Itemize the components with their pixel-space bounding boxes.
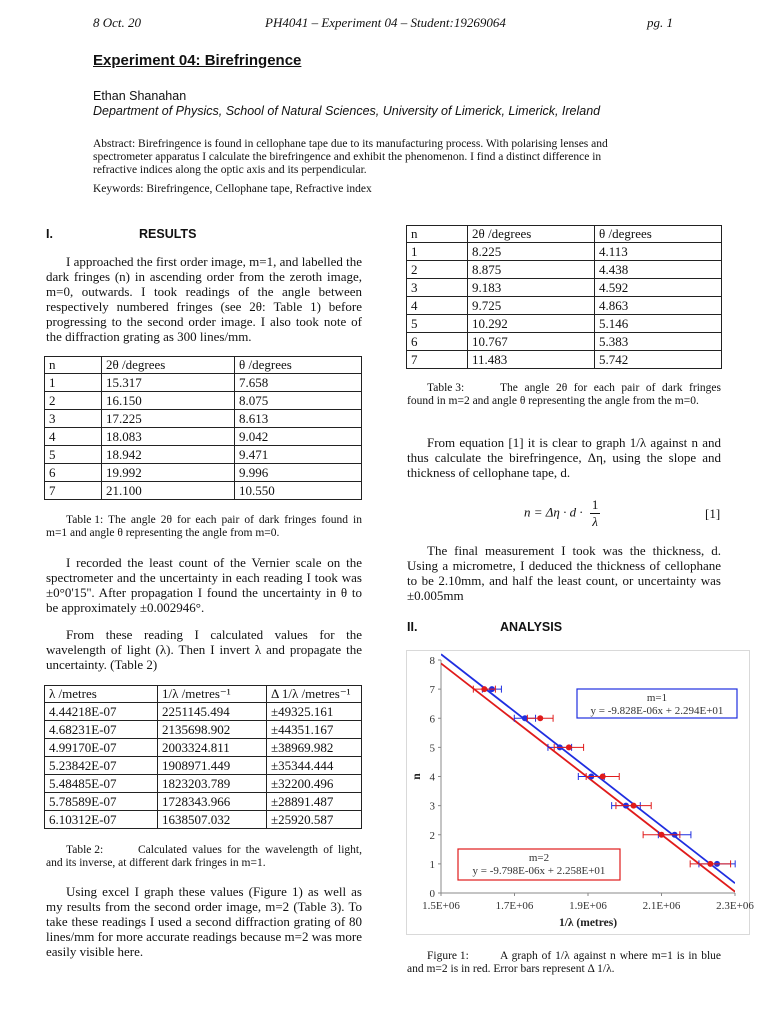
table-cell: 16.150 <box>102 392 235 410</box>
table-3 <box>406 225 722 369</box>
table-cell: ±35344.444 <box>267 757 362 775</box>
table-header-cell: λ /metres <box>45 686 158 703</box>
table-cell: 10.767 <box>468 333 595 351</box>
equation-numerator: 1 <box>591 497 599 512</box>
table-cell: 2251145.494 <box>158 703 267 721</box>
y-tick-label: 8 <box>429 655 435 667</box>
table-row <box>45 703 362 721</box>
table-cell: 1908971.449 <box>158 757 267 775</box>
section-number-results: I. <box>46 227 53 241</box>
y-tick-label: 1 <box>429 858 435 871</box>
table-cell: 10.550 <box>235 482 362 500</box>
table-1-caption-label: Table 1: <box>66 514 104 526</box>
table-cell: 5.78589E-07 <box>45 793 158 811</box>
table-cell: 11.483 <box>468 351 595 369</box>
table-cell: 4.68231E-07 <box>45 721 158 739</box>
data-point <box>659 832 665 838</box>
table-cell: 4.438 <box>595 261 722 279</box>
table-cell: 4.44218E-07 <box>45 703 158 721</box>
table-cell: 8.613 <box>235 410 362 428</box>
table-cell: 15.317 <box>102 374 235 392</box>
table-cell: ±44351.167 <box>267 721 362 739</box>
table-header-cell: 2θ /degrees <box>468 226 595 243</box>
table-1 <box>44 356 362 500</box>
table-2-caption-label: Table 2: <box>66 844 104 856</box>
table-cell: 6 <box>407 333 468 351</box>
table-cell: ±25920.587 <box>267 811 362 829</box>
table-cell: 7 <box>45 482 102 500</box>
data-point <box>600 774 606 780</box>
section-number-analysis: II. <box>407 620 418 634</box>
equation-lhs: n = Δη · d · <box>524 504 583 520</box>
table-cell: 4.592 <box>595 279 722 297</box>
y-tick-label: 0 <box>429 888 435 900</box>
table-cell: 5.742 <box>595 351 722 369</box>
table-2-caption <box>46 844 362 870</box>
table-3-caption-text: The angle 2θ for each pair of dark fringes found in m=2 and angle θ representing the angle from the m=0. <box>407 382 721 407</box>
data-point <box>631 803 637 809</box>
y-tick-label: 3 <box>429 800 435 813</box>
y-tick-label: 7 <box>429 684 435 697</box>
legend-equation: y = -9.828E-06x + 2.294E+01 <box>590 705 724 717</box>
table-cell: 1728343.966 <box>158 793 267 811</box>
affiliation: Department of Physics, School of Natural Sciences, University of Limerick, Limerick, Ireland <box>93 104 601 118</box>
data-point <box>566 744 572 750</box>
equation-paragraph: From equation [1] it is clear to graph 1/λ against n and thus calculate the birefringence, Δη, using the slope and thickness of cellophane tape, d. <box>407 435 721 480</box>
table-cell: 4.113 <box>595 243 722 261</box>
table-header-cell: n <box>45 357 102 374</box>
header-page: pg. 1 <box>647 15 673 30</box>
results-paragraph-4: Using excel I graph these values (Figure 1) as well as my results from the second order image, m=2 (Table 3). To take these readings I used a second diffraction grating of 80 lines/mm for more accurate readings because m=2 was more easily visible here. <box>46 884 362 959</box>
table-cell: 8.075 <box>235 392 362 410</box>
table-cell: 4.863 <box>595 297 722 315</box>
table-cell: ±28891.487 <box>267 793 362 811</box>
data-point <box>481 686 487 692</box>
x-tick-label: 2.3E+06 <box>716 900 754 912</box>
table-header-row <box>45 686 362 703</box>
table-row <box>407 315 722 333</box>
table-cell: ±49325.161 <box>267 703 362 721</box>
table-cell: 5 <box>407 315 468 333</box>
table-cell: 4 <box>407 297 468 315</box>
x-tick-label: 1.5E+06 <box>422 900 460 912</box>
y-tick-label: 6 <box>429 713 435 726</box>
header-course: PH4041 – Experiment 04 – Student:19269064 <box>265 15 506 30</box>
author: Ethan Shanahan <box>93 89 187 103</box>
legend-series-name: m=1 <box>646 692 668 704</box>
x-axis-label: 1/λ (metres) <box>558 917 618 929</box>
table-header-cell: n <box>407 226 468 243</box>
table-cell: 8.225 <box>468 243 595 261</box>
table-cell: 5.146 <box>595 315 722 333</box>
table-header-cell: Δ 1/λ /metres⁻¹ <box>267 686 362 703</box>
table-header-row <box>407 226 722 243</box>
table-cell: 4 <box>45 428 102 446</box>
table-cell: 18.942 <box>102 446 235 464</box>
data-point <box>707 861 713 867</box>
table-cell: 7.658 <box>235 374 362 392</box>
table-cell: 5.23842E-07 <box>45 757 158 775</box>
table-cell: 18.083 <box>102 428 235 446</box>
table-cell: 9.183 <box>468 279 595 297</box>
table-row <box>45 775 362 793</box>
y-tick-label: 2 <box>429 829 435 842</box>
abstract-line: Abstract: Birefringence is found in cellophane tape due to its manufacturing process. With polarising lenses and <box>93 138 608 150</box>
thickness-paragraph: The final measurement I took was the thickness, d. Using a micrometre, I deduced the thickness of cellophane to be 2.10mm, and half the least count, or uncertainty was ±0.005mm <box>407 543 721 603</box>
table-row <box>45 446 362 464</box>
table-cell: 1 <box>45 374 102 392</box>
table-cell: 4.99170E-07 <box>45 739 158 757</box>
table-cell: 2 <box>45 392 102 410</box>
table-cell: 5.383 <box>595 333 722 351</box>
table-cell: 3 <box>45 410 102 428</box>
table-cell: 6.10312E-07 <box>45 811 158 829</box>
results-paragraph-1: I approached the first order image, m=1, and labelled the dark fringes (n) in ascending order from the zeroth image, m=0, outwards. I took readings of the angle between respectively numbered fringes (see 2θ: Table 1) before progressing to the second order image. I also took note of the diffraction grating as 300 lines/mm. <box>46 254 362 344</box>
table-cell: 10.292 <box>468 315 595 333</box>
table-cell: 1638507.032 <box>158 811 267 829</box>
table-row <box>45 482 362 500</box>
table-cell: 9.471 <box>235 446 362 464</box>
table-cell: 17.225 <box>102 410 235 428</box>
table-row <box>407 243 722 261</box>
table-cell: 2135698.902 <box>158 721 267 739</box>
table-row <box>407 333 722 351</box>
table-2-caption-text: Calculated values for the wavelength of light, and its inverse, at different dark fringes in m=1. <box>46 844 362 869</box>
table-cell: 5.48485E-07 <box>45 775 158 793</box>
abstract <box>93 138 693 177</box>
legend-series-name: m=2 <box>528 852 550 864</box>
y-tick-label: 4 <box>429 771 435 784</box>
table-cell: 19.992 <box>102 464 235 482</box>
x-tick-label: 1.7E+06 <box>495 900 534 912</box>
table-1-caption <box>46 514 362 540</box>
table-cell: 2 <box>407 261 468 279</box>
figure-1-chart <box>406 650 754 935</box>
table-header-cell: θ /degrees <box>235 357 362 374</box>
table-header-cell: 1/λ /metres⁻¹ <box>158 686 267 703</box>
figure-1-caption <box>407 950 721 976</box>
table-row <box>45 721 362 739</box>
table-row <box>407 279 722 297</box>
table-cell: 1823203.789 <box>158 775 267 793</box>
table-cell: 9.996 <box>235 464 362 482</box>
figure-1-caption-label: Figure 1: <box>427 950 469 962</box>
legend-equation: y = -9.798E-06x + 2.258E+01 <box>472 865 606 877</box>
table-row <box>45 793 362 811</box>
table-cell: 1 <box>407 243 468 261</box>
x-tick-label: 2.1E+06 <box>642 900 681 912</box>
table-row <box>45 739 362 757</box>
results-paragraph-2: I recorded the least count of the Vernier scale on the spectrometer and the uncertainty in each reading I took was ±0°0'15''. After propagation I found the uncertainty in θ to be approximately ±0.002946°. <box>46 555 362 615</box>
table-cell: 7 <box>407 351 468 369</box>
x-tick-label: 1.9E+06 <box>569 900 607 912</box>
table-header-cell: 2θ /degrees <box>102 357 235 374</box>
data-point <box>537 715 543 721</box>
table-cell: ±32200.496 <box>267 775 362 793</box>
results-paragraph-3: From these reading I calculated values for the wavelength of light (λ). Then I invert λ and propagate the uncertainty. (Table 2) <box>46 627 362 672</box>
table-row <box>45 410 362 428</box>
y-tick-label: 5 <box>429 742 435 755</box>
table-row <box>407 297 722 315</box>
table-row <box>45 757 362 775</box>
table-cell: 21.100 <box>102 482 235 500</box>
equation-denominator: λ <box>592 514 598 529</box>
table-row <box>407 261 722 279</box>
table-row <box>407 351 722 369</box>
table-cell: 9.042 <box>235 428 362 446</box>
table-row <box>45 392 362 410</box>
table-header-row <box>45 357 362 374</box>
table-cell: 6 <box>45 464 102 482</box>
paper-title: Experiment 04: Birefringence <box>93 52 302 69</box>
equation-1 <box>524 497 600 530</box>
table-cell: 9.725 <box>468 297 595 315</box>
table-row <box>45 464 362 482</box>
section-heading-analysis: ANALYSIS <box>500 620 563 634</box>
table-2 <box>44 685 362 829</box>
keywords: Keywords: Birefringence, Cellophane tape, Refractive index <box>93 183 372 195</box>
table-row <box>45 428 362 446</box>
table-3-caption <box>407 382 721 408</box>
table-3-caption-label: Table 3: <box>427 382 465 394</box>
header-date: 8 Oct. 20 <box>93 15 142 30</box>
section-heading-results: RESULTS <box>139 227 197 241</box>
table-cell: 5 <box>45 446 102 464</box>
abstract-line: spectrometer apparatus I calculate the birefringence and exhibit the phenomenon. I find a distinct difference in <box>93 151 602 163</box>
table-cell: 3 <box>407 279 468 297</box>
table-cell: 2003324.811 <box>158 739 267 757</box>
table-header-cell: θ /degrees <box>595 226 722 243</box>
equation-label: [1] <box>705 506 721 521</box>
table-cell: ±38969.982 <box>267 739 362 757</box>
y-axis-label: n <box>411 773 423 780</box>
figure-1-caption-text: A graph of 1/λ against n where m=1 is in blue and m=2 is in red. Error bars represent Δ 1/λ. <box>407 950 721 975</box>
abstract-line: refractive indices along the optic axis and its perpendicular. <box>93 164 367 176</box>
table-row <box>45 811 362 829</box>
table-cell: 8.875 <box>468 261 595 279</box>
table-1-caption-text: The angle 2θ for each pair of dark fringes found in m=1 and angle θ representing the angle from m=0. <box>46 514 362 539</box>
table-row <box>45 374 362 392</box>
